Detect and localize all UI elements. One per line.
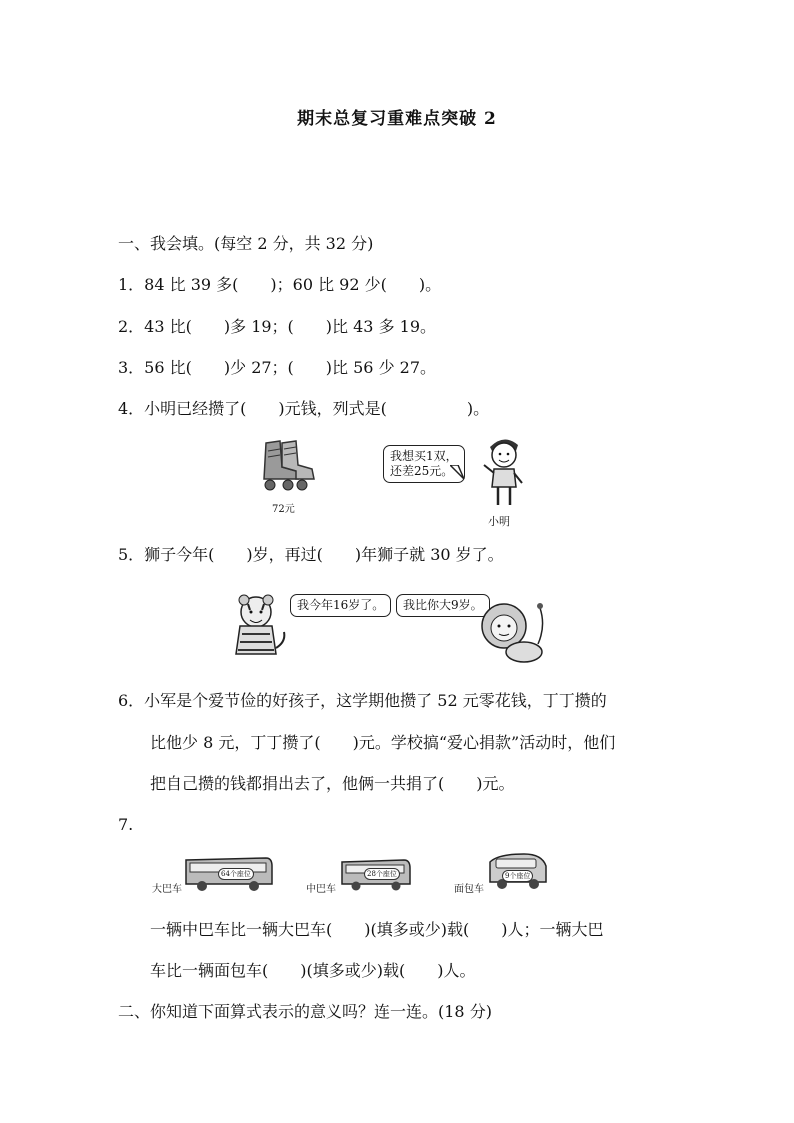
question-6-line-3: 把自己攒的钱都捐出去了，他俩一共捐了( )元。 bbox=[150, 774, 515, 793]
question-7-line-2: 车比一辆面包车( )(填多或少)载( )人。 bbox=[150, 961, 476, 980]
lion-speech-bubble: 我比你大9岁。 bbox=[396, 594, 490, 617]
question-7-figure bbox=[150, 850, 560, 896]
boy-speech-line-1: 我想买1双， bbox=[390, 449, 458, 463]
question-3: 3．56 比( )少 27；( )比 56 少 27。 bbox=[118, 358, 437, 377]
page-title: 期末总复习重难点突破 2 bbox=[297, 109, 497, 129]
boy-speech-line-2: 还差25元。 bbox=[390, 464, 454, 478]
question-6-line-2: 比他少 8 元，丁丁攒了( )元。学校搞“爱心捐款”活动时，他们 bbox=[150, 733, 616, 752]
question-1: 1．84 比 39 多( )；60 比 92 少( )。 bbox=[118, 275, 442, 294]
van-seats: 9个座位 bbox=[502, 870, 533, 882]
section1-heading: 一、我会填。(每空 2 分，共 32 分) bbox=[118, 234, 374, 253]
boy-name-label: 小明 bbox=[488, 515, 510, 528]
question-7-number: 7. bbox=[118, 815, 134, 834]
big-bus-label: 大巴车 bbox=[152, 884, 182, 895]
section2-heading: 二、你知道下面算式表示的意义吗？连一连。(18 分) bbox=[118, 1002, 492, 1021]
skates-price-label: 72元 bbox=[272, 504, 295, 515]
tiger-speech-bubble: 我今年16岁了。 bbox=[290, 594, 391, 617]
mid-bus-seats: 28个座位 bbox=[364, 868, 400, 880]
boy-xiaoming-icon bbox=[480, 433, 528, 513]
question-4: 4．小明已经攒了( )元钱，列式是( )。 bbox=[118, 399, 490, 418]
question-5: 5．狮子今年( )岁，再过( )年狮子就 30 岁了。 bbox=[118, 545, 504, 564]
big-bus-seats: 64个座位 bbox=[218, 868, 254, 880]
question-6-line-1: 6．小军是个爱节俭的好孩子，这学期他攒了 52 元零花钱，丁丁攒的 bbox=[118, 691, 607, 710]
roller-skates-icon bbox=[256, 433, 318, 495]
question-2: 2．43 比( )多 19；( )比 43 多 19。 bbox=[118, 317, 437, 336]
question-7-line-1: 一辆中巴车比一辆大巴车( )(填多或少)载( )人；一辆大巴 bbox=[150, 920, 604, 939]
mid-bus-label: 中巴车 bbox=[306, 884, 336, 895]
question-4-figure bbox=[250, 425, 540, 527]
question-5-figure bbox=[226, 588, 546, 668]
lion-icon bbox=[476, 596, 546, 666]
van-label: 面包车 bbox=[454, 884, 484, 895]
tiger-icon bbox=[226, 592, 288, 664]
bubble-tail-icon bbox=[450, 465, 472, 481]
